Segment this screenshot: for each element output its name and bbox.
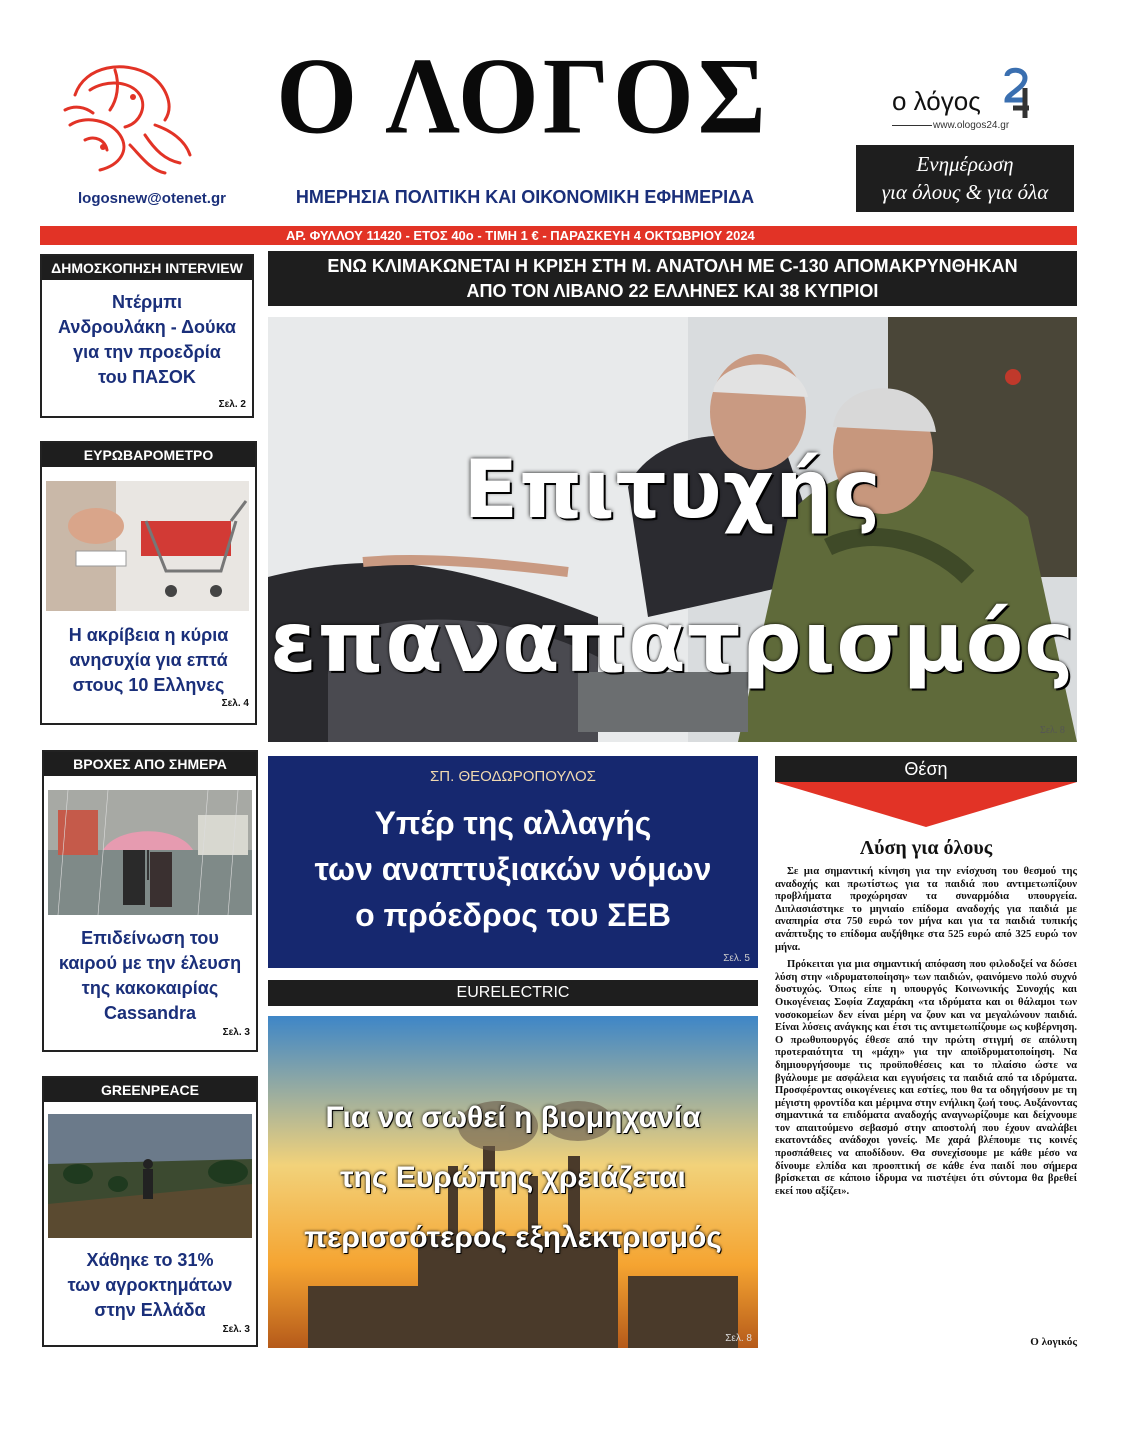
contact-email[interactable]: logosnew@otenet.gr	[78, 190, 226, 207]
brand24-url[interactable]: www.ologos24.gr	[933, 120, 1010, 131]
sev-kicker: ΣΠ. ΘΕΟΔΩΡΟΠΟΥΛΟΣ	[430, 768, 596, 785]
lead-banner[interactable]	[268, 251, 1077, 306]
headline-line: Ανδρουλάκη - Δούκα	[58, 317, 236, 337]
editorial-paragraph: Σε μια σημαντική κίνηση για την ενίσχυση του θεσμού της αναδοχής και πρωτίστως για τα παιδιά που αντιμετωπίζουν προβλήματα προχώρησαν τα συναρμόδια υπουργεία. Διπλασιάστηκε το μηνιαίο επίδομα αναδοχής για παιδιά με αναπηρία στα 750 ευρώ τον μήνα και για τα παιδιά τυπικής ανάπτυξης το επίδομα αυξήθηκε στα 525 ευρώ από 325 ευρώ τον μήνα.	[775, 866, 1077, 953]
sidebar-box-weather[interactable]	[42, 750, 258, 1052]
editorial-triangle-decoration	[775, 782, 1077, 827]
headline-line: ανησυχία για επτά	[69, 650, 228, 670]
page-reference: Σελ. 3	[222, 1324, 250, 1335]
sidebar-box-header: ΔΗΜΟΣΚΟΠΗΣΗ INTERVIEW	[42, 256, 252, 280]
rain-umbrella-photo	[48, 790, 252, 915]
sev-headline	[268, 800, 758, 938]
headline-line: της Ευρώπης χρειάζεται	[340, 1161, 686, 1194]
sidebar-box-poll[interactable]	[40, 254, 254, 418]
page-reference: Σελ. 2	[218, 399, 246, 410]
lead-headline-line1: Επιτυχής	[463, 443, 882, 536]
sidebar-box-eurobarometer[interactable]	[40, 441, 257, 725]
lead-banner-line2: ΑΠΟ ΤΟΝ ΛΙΒΑΝΟ 22 ΕΛΛΗΝΕΣ ΚΑΙ 38 ΚΥΠΡΙΟΙ	[466, 281, 879, 301]
tagline-line1: Ενημέρωση	[916, 152, 1014, 176]
eurelectric-story-photo[interactable]	[268, 1016, 758, 1348]
eurelectric-headline	[268, 1088, 758, 1268]
page-reference: Σελ. 5	[723, 953, 750, 964]
headline-line: Χάθηκε το 31%	[86, 1250, 214, 1270]
editorial-title: Λύση για όλους	[859, 837, 993, 859]
brand24-logo-icon	[1003, 66, 1033, 122]
headline-line: καιρού με την έλευση	[58, 953, 242, 973]
farmland-photo	[48, 1114, 252, 1238]
newspaper-title: Ο ΛΟΓΟΣ	[276, 36, 770, 157]
sidebar-box-header: GREENPEACE	[44, 1078, 256, 1102]
sidebar-box-headline[interactable]	[48, 1248, 252, 1323]
tagline-box	[856, 145, 1074, 212]
page-reference: Σελ. 8	[1040, 725, 1065, 736]
brand24-underline	[892, 125, 932, 126]
headline-line: περισσότερος εξηλεκτρισμός	[304, 1221, 722, 1254]
headline-line: στην Ελλάδα	[94, 1300, 206, 1320]
eurelectric-header: EURELECTRIC	[268, 980, 758, 1006]
lead-headline-line2: επαναπατρισμός	[269, 593, 1076, 691]
sidebar-box-headline[interactable]	[48, 926, 252, 1026]
headline-line: των αγροκτημάτων	[67, 1275, 233, 1295]
sidebar-box-headline[interactable]	[46, 623, 251, 698]
lead-banner-line1: ΕΝΩ ΚΛΙΜΑΚΩΝΕΤΑΙ Η ΚΡΙΣΗ ΣΤΗ Μ. ΑΝΑΤΟΛΗ ΜΕ C-130 ΑΠΟΜΑΚΡΥΝΘΗΚΑΝ	[327, 256, 1018, 276]
tagline-line2: για όλους & για όλα	[881, 180, 1049, 204]
newspaper-subtitle: ΗΜΕΡΗΣΙΑ ΠΟΛΙΤΙΚΗ ΚΑΙ ΟΙΚΟΝΟΜΙΚΗ ΕΦΗΜΕΡΙΔΑ	[295, 187, 755, 207]
headline-line: της κακοκαιρίας	[81, 978, 219, 998]
headline-line: ο πρόεδρος του ΣΕΒ	[355, 897, 671, 933]
page-reference: Σελ. 4	[221, 698, 249, 709]
headline-line: Για να σωθεί η βιομηχανία	[325, 1101, 701, 1134]
editorial-paragraph: Πρόκειται για μια σημαντική απόφαση που φιλοδοξεί να δώσει λύση στην «ιδρυματοποίηση» των παιδιών, φαινόμενο πολύ συχνό δυστυχώς. Όπως είπε η υπουργός Κοινωνικής Συνοχής και Οικογένειας Σοφία Ζαχαράκη «τα ιδρύματα και οι θάλαμοι των νοσοκομείων δεν είναι μέρη να ζουν και να μεγαλώνουν παιδιά. Είναι λύσεις ανάγκης και έτσι τις αντιμετωπίζουμε ως κυβέρνηση. Ο πρωθυπουργός έθεσε από την πρώτη στιγμή σε απόλυτη προτεραιότητα τη «μάχη» για την αποϊδρυματοποίηση. Να δημιουργήσουμε τις προϋποθέσεις και το πλαίσιο ώστε να βγάλουμε με ασφάλεια και εγγυήσεις τα παιδιά από τα ιδρύματα. Προσφέροντας οικογένειες και εστίες, που θα τα οδηγήσουν με τη μέγιστη φροντίδα και μέριμνα στην ενήλικη ζωή τους. Αυξάνοντας σημαντικά τα επιδόματα αναδοχής αναγνωρίζουμε και δείχνουμε τον απαιτούμενο σεβασμό στην αποστολή που έχουν αναλάβει εκατοντάδες ανάδοχοι γονείς. Με χαρά βλέπουμε τις κοινές προσπάθειες να αποδίδουν. Θα συνεχίσουμε με κάθε μέσο να δίνουμε ελπίδα και προοπτική σε κάθε ένα παιδί που σήμερα βρίσκεται σε κάποιο ίδρυμα να πιστέψει ότι σύντομα θα βρεθεί εκεί που αξίζει».	[775, 959, 1077, 1197]
sidebar-box-header: ΕΥΡΩΒΑΡΟΜΕΤΡΟ	[42, 443, 255, 467]
brand24-name: ο λόγος	[892, 86, 981, 116]
issue-info-bar: ΑΡ. ΦΥΛΛΟΥ 11420 - ΕΤΟΣ 40ο - ΤΙΜΗ 1 € - ΠΑΡΑΣΚΕΥΗ 4 ΟΚΤΩΒΡΙΟΥ 2024	[40, 226, 1077, 245]
headline-line: για την προεδρία	[73, 342, 221, 362]
editorial-header: Θέση	[775, 756, 1077, 782]
sidebar-box-header: ΒΡΟΧΕΣ ΑΠΟ ΣΗΜΕΡΑ	[44, 752, 256, 776]
sidebar-box-greenpeace[interactable]	[42, 1076, 258, 1347]
headline-line: του ΠΑΣΟΚ	[98, 367, 196, 387]
sev-story-box[interactable]	[268, 756, 758, 968]
editorial-body	[775, 866, 1077, 1203]
headline-line: Υπέρ της αλλαγής	[374, 805, 652, 841]
lead-story-photo[interactable]	[268, 317, 1077, 742]
logo-illustration	[55, 55, 205, 180]
page-reference: Σελ. 8	[725, 1333, 752, 1344]
headline-line: στους 10 Ελληνες	[72, 675, 225, 695]
page-reference: Σελ. 3	[222, 1027, 250, 1038]
sidebar-box-headline[interactable]	[46, 290, 248, 390]
headline-line: Ντέρμπι	[111, 292, 183, 312]
headline-line: Cassandra	[103, 1003, 197, 1023]
headline-line: Επιδείνωση του	[81, 928, 219, 948]
shopping-cart-photo	[46, 481, 249, 611]
headline-line: Η ακρίβεια η κύρια	[68, 625, 229, 645]
headline-line: των αναπτυξιακών νόμων	[314, 851, 712, 887]
editorial-signature: Ο λογικός	[1030, 1336, 1077, 1348]
